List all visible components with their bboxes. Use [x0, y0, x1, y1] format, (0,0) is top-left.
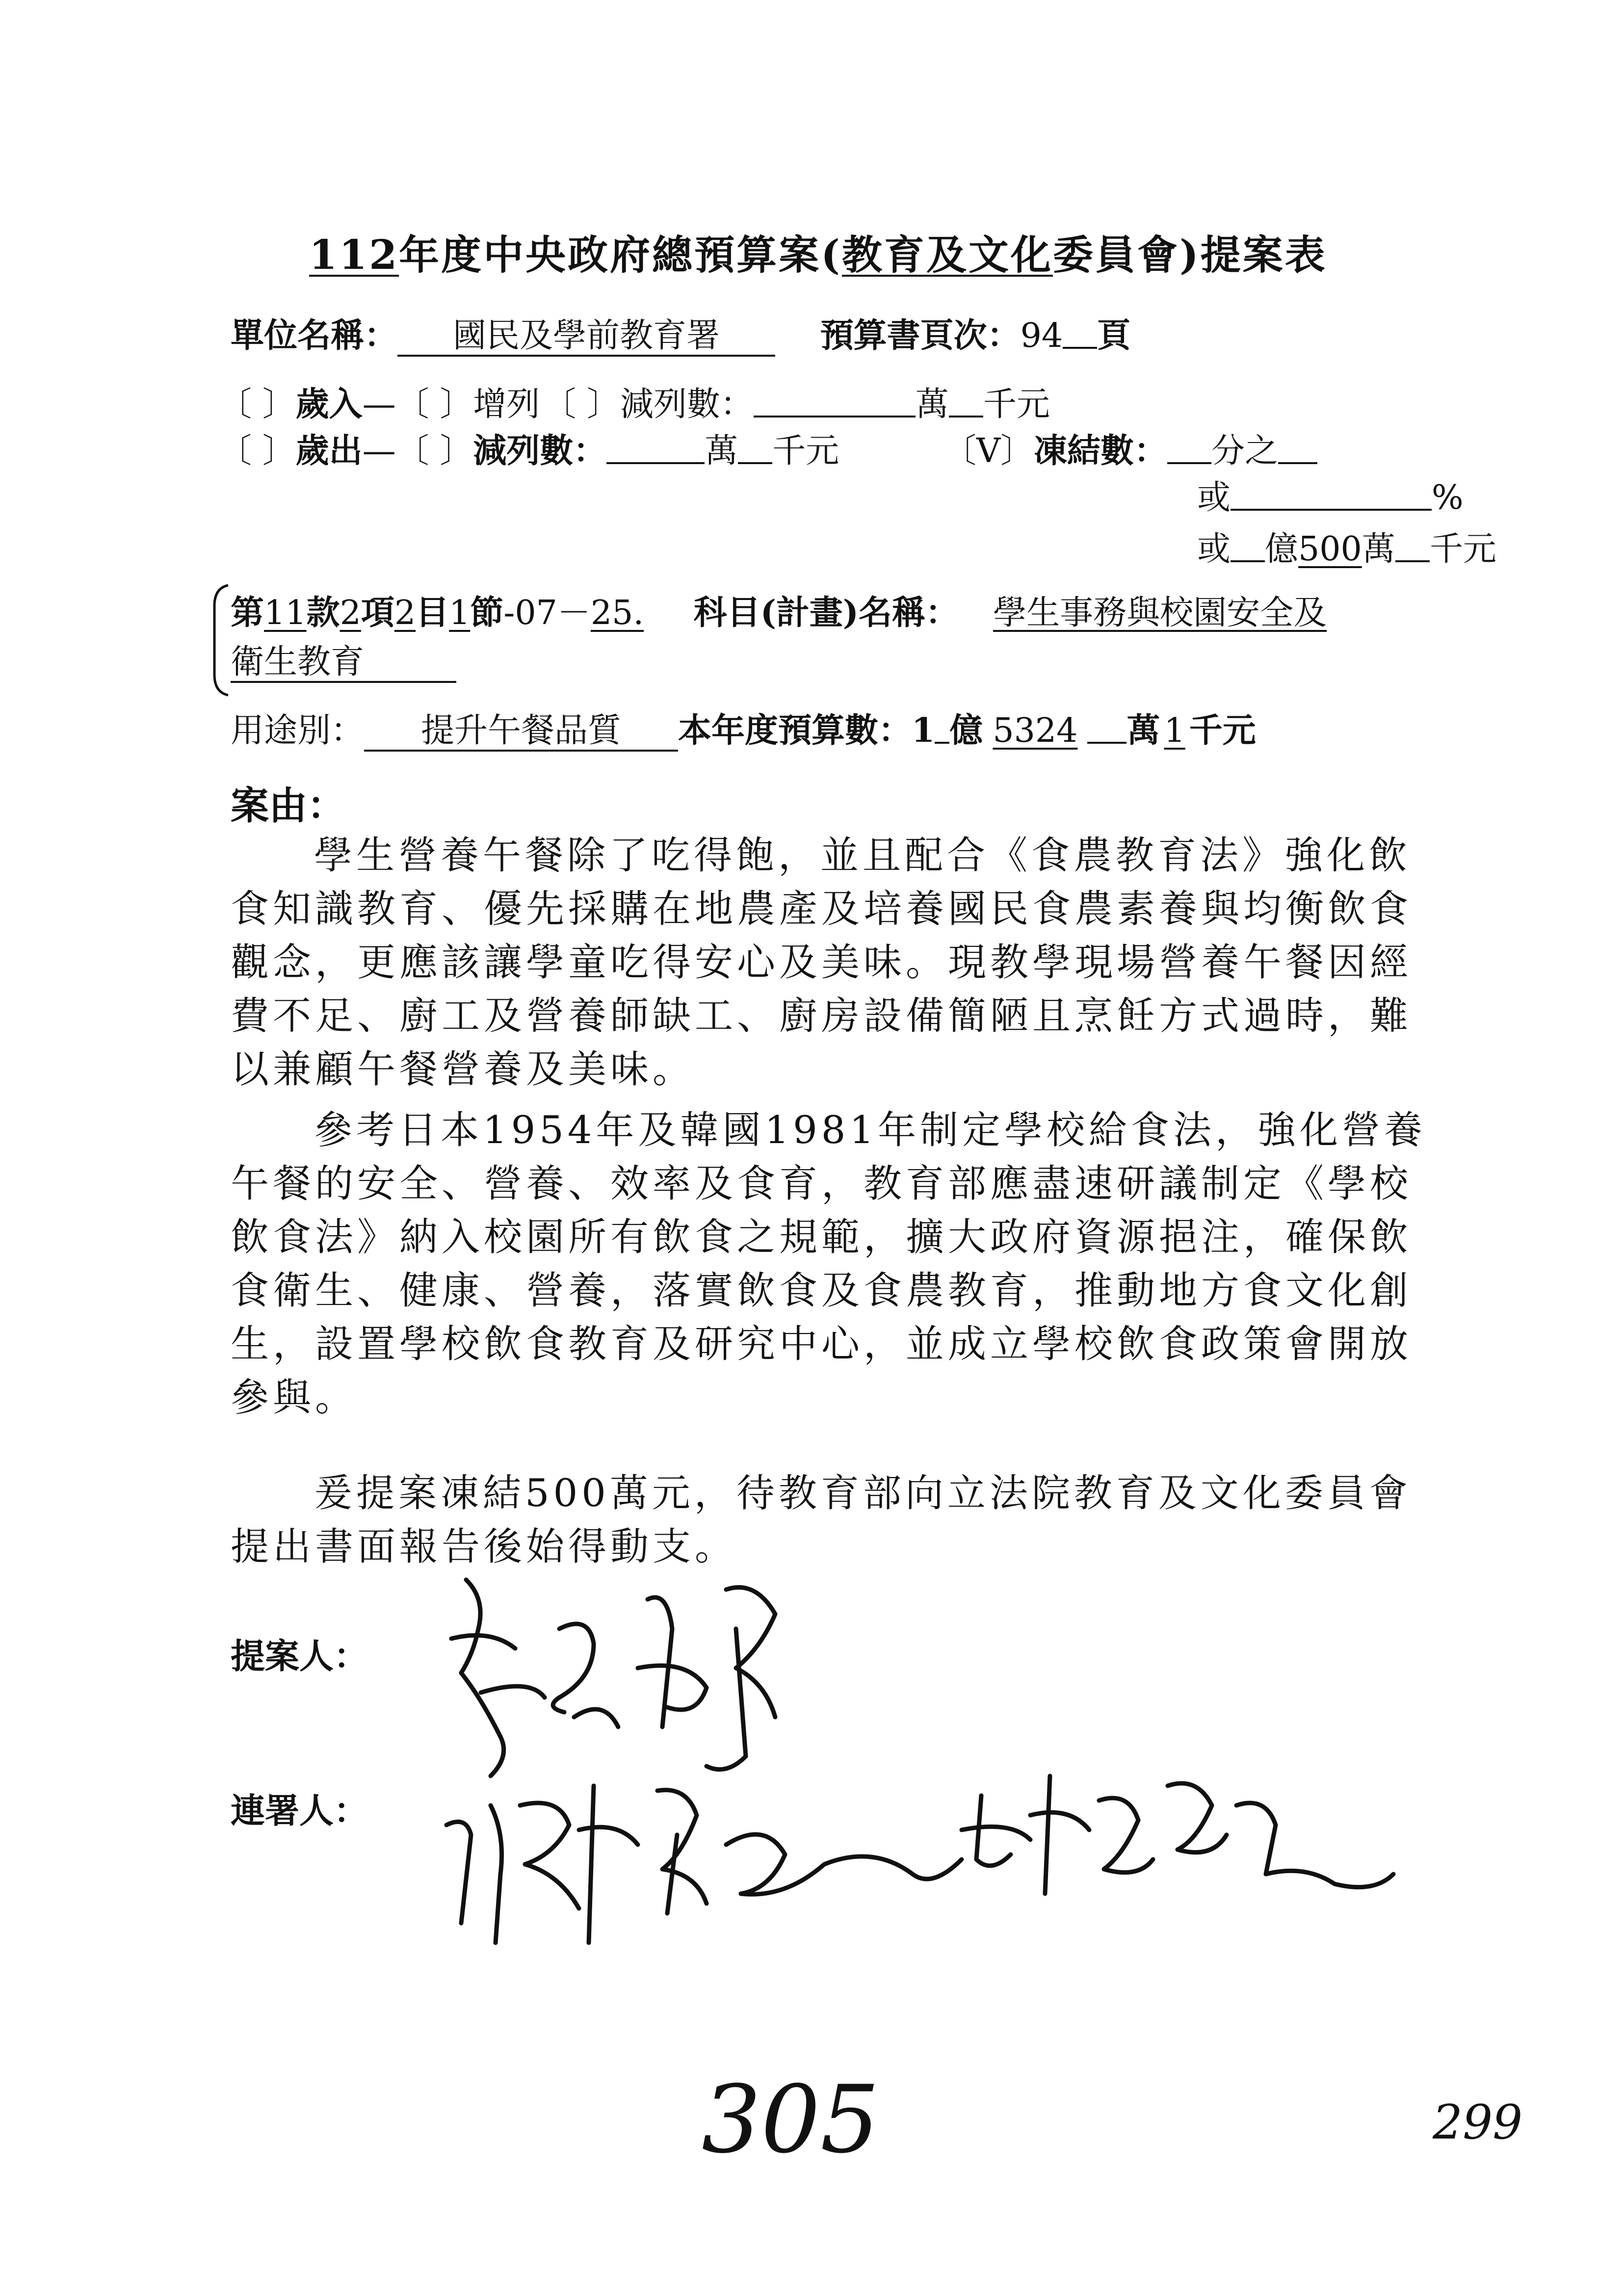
expenditure-label: 歲出	[295, 431, 363, 470]
revenue-decrease: 〔 〕減列數：	[543, 385, 754, 424]
expenditure-decrease-label: 減列數：	[473, 431, 607, 470]
cosigner-label: 連署人：	[231, 1790, 368, 1831]
subject-value-1: 學生事務與校園安全及	[993, 594, 1327, 632]
budget-label: 本年度預算數：	[678, 711, 912, 750]
mu-number: 2	[394, 594, 416, 632]
account-di: 第	[231, 593, 264, 632]
revenue-wan: 萬	[915, 385, 949, 424]
freeze-qian: 千元	[1429, 530, 1496, 569]
budget-wan-number: 5324	[993, 711, 1078, 750]
cosigner-signatures	[432, 1747, 1433, 1953]
account-code-2: 25.	[590, 594, 644, 632]
kuan-number: 11	[264, 594, 307, 632]
revenue-label: 歲入	[295, 385, 363, 424]
expenditure-wan: 萬	[705, 432, 738, 470]
expenditure-line	[218, 424, 1317, 472]
freeze-percent-line	[1197, 471, 1464, 519]
title-tail: 委員會)提案表	[1053, 232, 1327, 279]
account-xiang: 項	[361, 593, 394, 632]
freeze-label: 凍結數：	[1034, 431, 1168, 470]
freeze-yi: 億	[1265, 530, 1299, 569]
expenditure-qian: 千元	[772, 432, 839, 470]
unit-line	[231, 309, 1130, 357]
budget-yi-number: 1	[912, 711, 935, 750]
revenue-dash: —	[362, 385, 396, 424]
expenditure-decrease-box: 〔 〕	[395, 432, 473, 470]
subject-value-2: 衛生教育	[231, 644, 456, 683]
freeze-or-2: 或	[1197, 530, 1231, 569]
xiang-number: 2	[340, 594, 361, 632]
unit-value: 國民及學前教育署	[397, 317, 775, 357]
account-line-2	[231, 643, 456, 683]
page-label: 預算書頁次：	[820, 316, 1021, 355]
page-unit: 頁	[1097, 316, 1131, 355]
revenue-increase: 〔 〕增列	[395, 385, 540, 424]
revenue-qian: 千元	[983, 385, 1050, 424]
freeze-or-1: 或	[1197, 478, 1231, 517]
account-kuan: 款	[306, 593, 340, 632]
freeze-amount: 500	[1298, 530, 1362, 569]
proposer-label: 提案人：	[231, 1636, 368, 1676]
subject-label: 科目(計畫)名稱：	[693, 593, 959, 632]
revenue-checkbox: 〔 〕	[218, 385, 296, 424]
title-year: 112	[309, 232, 399, 279]
freeze-wan: 萬	[1362, 530, 1395, 569]
freeze-percent: %	[1432, 478, 1464, 517]
revenue-line	[218, 378, 1050, 425]
expenditure-checkbox: 〔 〕	[218, 432, 296, 470]
account-jie: 節	[470, 593, 504, 632]
usage-label: 用途別：	[231, 711, 365, 750]
budget-qian-number: 1	[1164, 711, 1185, 750]
title-committee: 教育及文化	[841, 232, 1053, 279]
usage-line	[231, 704, 1256, 752]
freeze-checkbox: 〔V〕	[943, 432, 1034, 470]
expenditure-dash: —	[362, 432, 396, 470]
handwritten-corner-number: 299	[1433, 2095, 1523, 2150]
reason-paragraph-1: 學生營養午餐除了吃得飽，並且配合《食農教育法》強化飲食知識教育、優先採購在地農產及培養國民食農素養與均衡飲食觀念，更應該讓學童吃得安心及美味。現教學現場營養午餐因經費不足、廚工及營養師缺工、廚房設備簡陋且烹飪方式過時，難以兼顧午餐營養及美味。	[231, 834, 1413, 1092]
document-title	[309, 223, 1327, 281]
unit-label: 單位名稱：	[231, 316, 398, 355]
budget-qian: 千元	[1189, 711, 1256, 750]
account-mu: 目	[416, 593, 449, 632]
reason-heading: 案由：	[231, 783, 346, 828]
page-value: 94	[1020, 316, 1063, 355]
budget-yi: 億	[949, 711, 983, 750]
freeze-fraction: 分之	[1211, 432, 1279, 470]
account-bracket	[204, 581, 233, 699]
account-code: -07－	[503, 594, 591, 632]
title-mid: 年度中央政府總預算案(	[399, 232, 842, 279]
freeze-amount-line	[1197, 522, 1496, 570]
reason-paragraph-2: 參考日本1954年及韓國1981年制定學校給食法，強化營養午餐的安全、營養、效率及食育，教育部應盡速研議制定《學校飲食法》納入校園所有飲食之規範，擴大政府資源挹注，確保飲食衛生、健康、營養，落實飲食及食農教育，推動地方食文化創生，設置學校飲食教育及研究中心，並成立學校飲食政策會開放參與。	[231, 1108, 1427, 1420]
reason-paragraph-3: 爰提案凍結500萬元，待教育部向立法院教育及文化委員會提出書面報告後始得動支。	[231, 1471, 1412, 1569]
account-line	[231, 586, 1327, 634]
usage-value: 提升午餐品質	[364, 712, 678, 752]
jie-number: 1	[449, 594, 471, 632]
budget-wan: 萬	[1126, 711, 1160, 750]
handwritten-page-number: 305	[702, 2065, 880, 2174]
